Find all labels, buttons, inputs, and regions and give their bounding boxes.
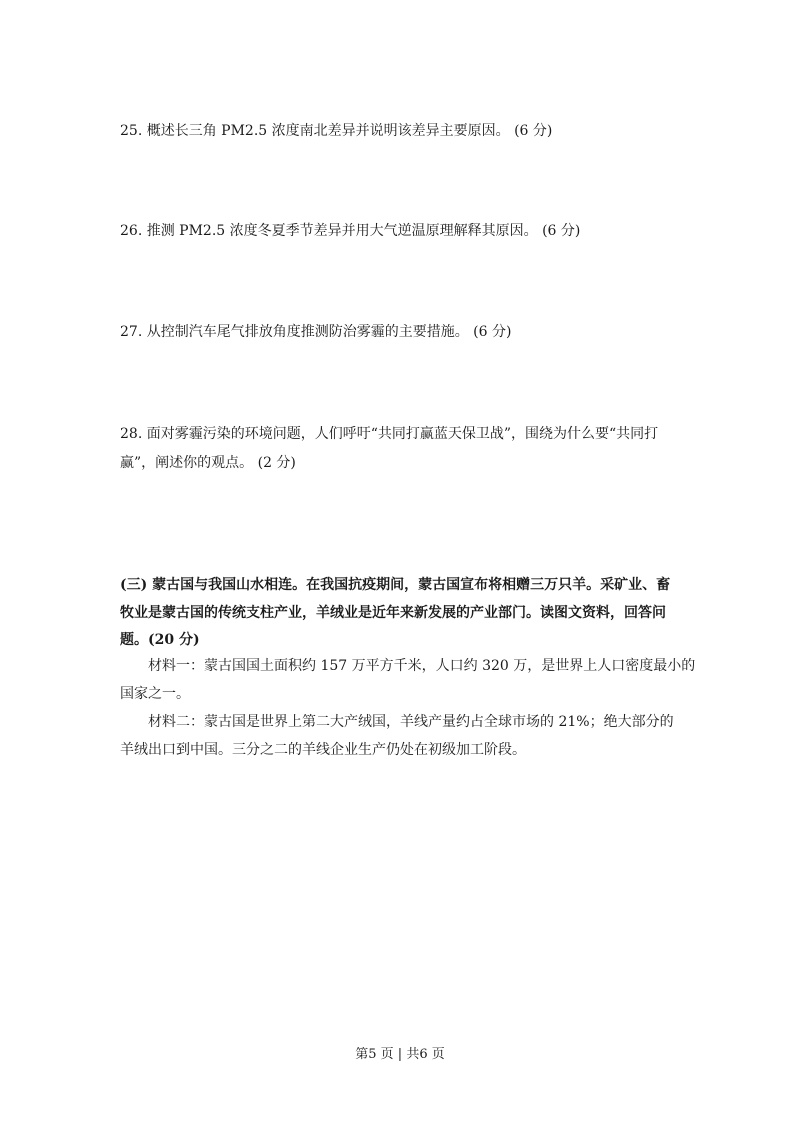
- section-3-intro-line-3: 题。(20 分): [120, 632, 200, 648]
- material-1-line-2: 国家之一。: [120, 686, 190, 702]
- question-27: 27. 从控制汽车尾气排放角度推测防治雾霾的主要措施。 (6 分): [120, 324, 512, 340]
- section-3-intro-line-2: 牧业是蒙古国的传统支柱产业，羊绒业是近年来新发展的产业部门。读图文资料，回答问: [120, 605, 666, 621]
- material-2-line-1: 材料二：蒙古国是世界上第二大产绒国，羊线产量约占全球市场的 21%；绝大部分的: [148, 714, 674, 730]
- question-26: 26. 推测 PM2.5 浓度冬夏季节差异并用大气逆温原理解释其原因。 (6 分): [120, 223, 581, 239]
- question-28-line-1: 28. 面对雾霾污染的环境问题，人们呼吁“共同打赢蓝天保卫战”，围绕为什么要“共同打: [120, 426, 659, 442]
- material-2-line-2: 羊绒出口到中国。三分之二的羊线企业生产仍处在初级加工阶段。: [120, 742, 526, 758]
- material-1-line-1: 材料一：蒙古国国土面积约 157 万平方千米，人口约 320 万，是世界上人口密度最小的: [148, 658, 696, 674]
- page-indicator: 第5 页 | 共6 页: [355, 1047, 445, 1062]
- question-28-line-2: 赢”，阐述你的观点。 (2 分): [120, 455, 296, 471]
- question-25: 25. 概述长三角 PM2.5 浓度南北差异并说明该差异主要原因。 (6 分): [120, 123, 553, 139]
- section-3-intro-line-1: (三) 蒙古国与我国山水相连。在我国抗疫期间，蒙古国宣布将相赠三万只羊。采矿业、畜: [120, 577, 671, 593]
